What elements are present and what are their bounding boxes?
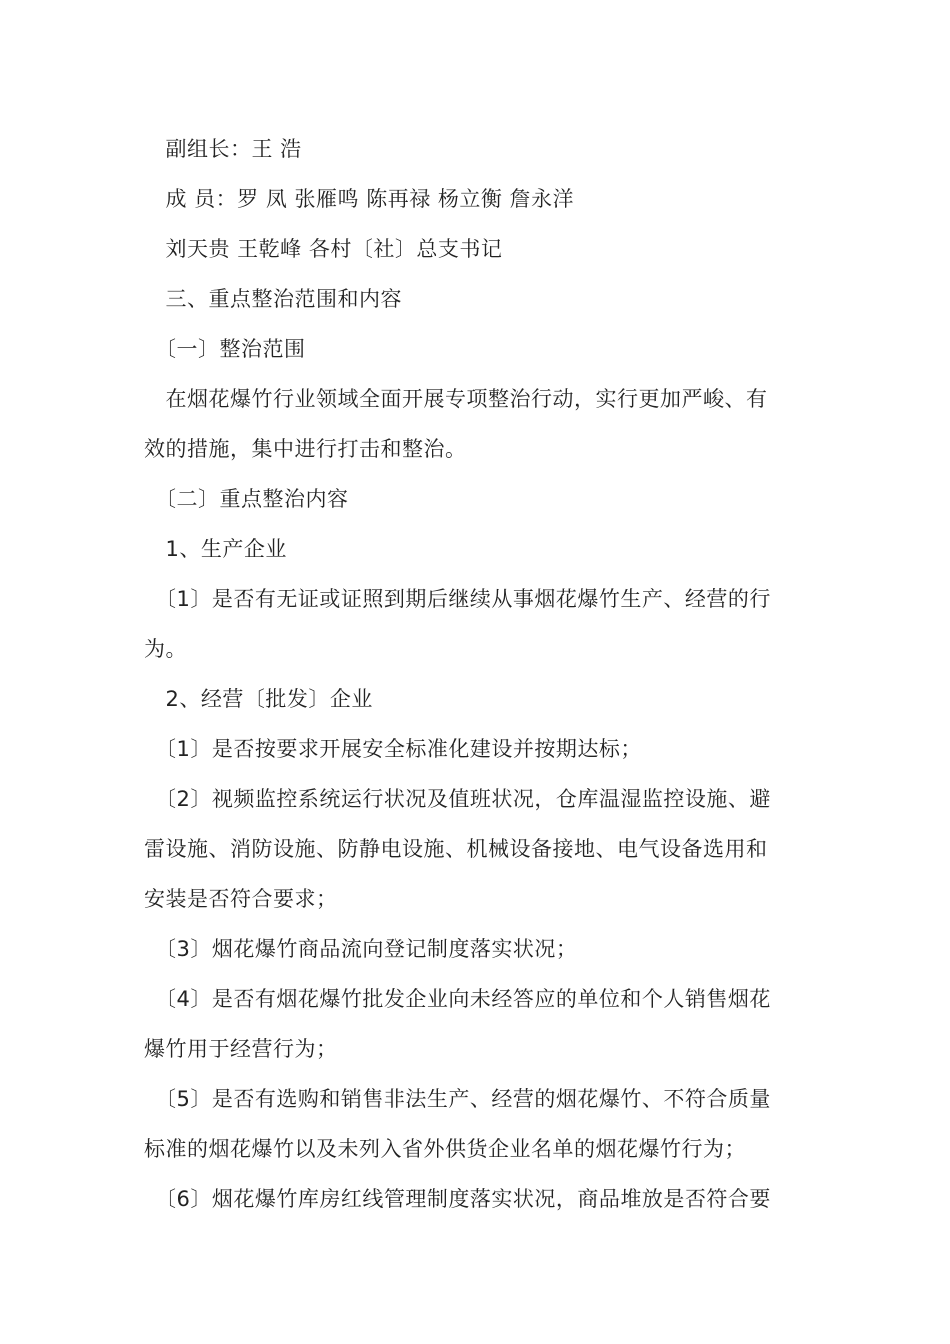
list-item: 〔1〕是否有无证或证照到期后继续从事烟花爆竹生产、经营的行	[144, 587, 771, 611]
list-item: 〔3〕烟花爆竹商品流向登记制度落实状况；	[144, 937, 578, 961]
subsection-heading: 〔一〕整治范围	[144, 337, 306, 361]
list-item: 〔1〕是否按要求开展安全标准化建设并按期达标；	[144, 737, 642, 761]
list-item-continued: 为。	[144, 637, 187, 661]
section-heading: 三、重点整治范围和内容	[144, 287, 402, 311]
list-item-continued: 雷设施、消防设施、防静电设施、机械设备接地、电气设备选用和	[144, 837, 768, 861]
list-item-continued: 标准的烟花爆竹以及未列入省外供货企业名单的烟花爆竹行为；	[144, 1137, 746, 1161]
list-item-continued: 安装是否符合要求；	[144, 887, 338, 911]
list-item: 〔4〕是否有烟花爆竹批发企业向未经答应的单位和个人销售烟花	[144, 987, 771, 1011]
deputy-leader-line: 副组长：王 浩	[144, 137, 302, 161]
list-item-continued: 爆竹用于经营行为；	[144, 1037, 338, 1061]
members-line-continued: 刘天贵 王乾峰 各村〔社〕总支书记	[144, 237, 503, 261]
members-line: 成 员：罗 凤 张雁鸣 陈再禄 杨立衡 詹永洋	[144, 187, 575, 211]
list-item: 〔6〕烟花爆竹库房红线管理制度落实状况，商品堆放是否符合要	[144, 1187, 771, 1211]
paragraph-line: 效的措施，集中进行打击和整治。	[144, 437, 467, 461]
list-item: 〔5〕是否有选购和销售非法生产、经营的烟花爆竹、不符合质量	[144, 1087, 771, 1111]
paragraph-line: 在烟花爆竹行业领域全面开展专项整治行动，实行更加严峻、有	[144, 387, 768, 411]
subsection-heading: 〔二〕重点整治内容	[144, 487, 349, 511]
list-item: 〔2〕视频监控系统运行状况及值班状况，仓库温湿监控设施、避	[144, 787, 771, 811]
item-heading: 1、生产企业	[144, 537, 287, 561]
item-heading: 2、经营〔批发〕企业	[144, 687, 373, 711]
